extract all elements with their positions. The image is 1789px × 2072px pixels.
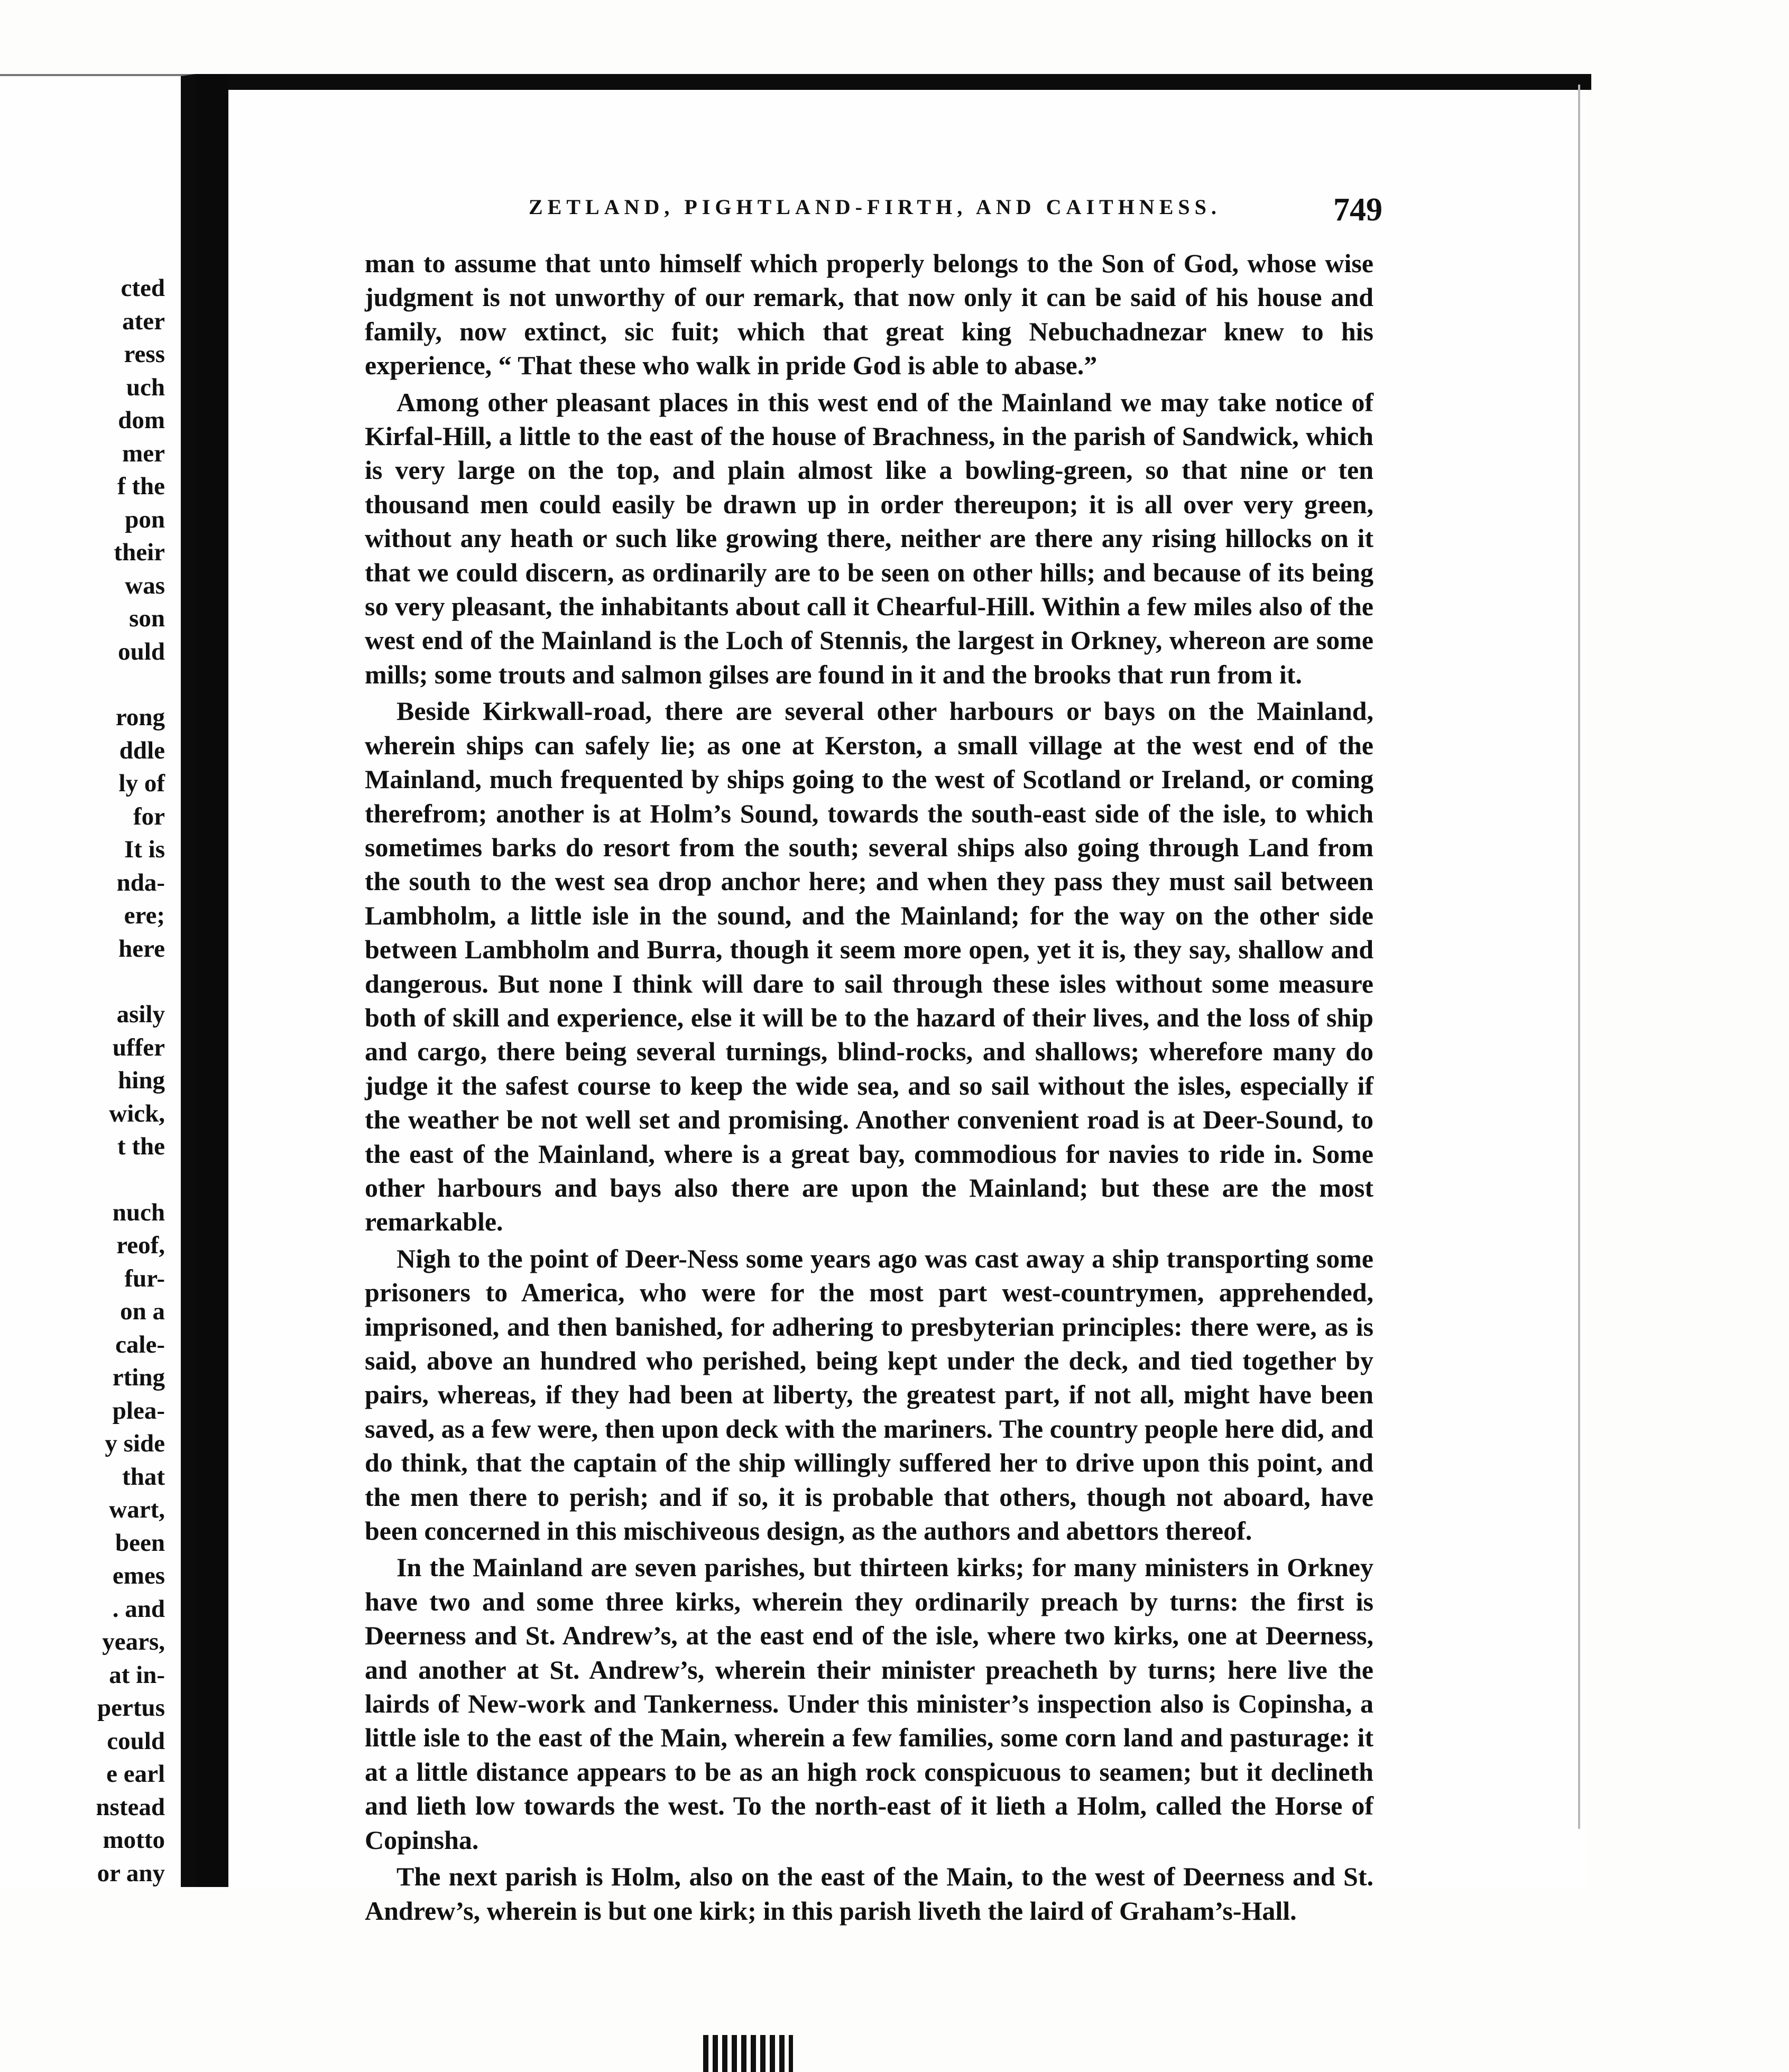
facing-page-line: motto	[103, 1826, 165, 1854]
page-edge	[1578, 85, 1580, 1829]
facing-page-line: emes	[112, 1562, 165, 1589]
facing-page-line: ly of	[118, 770, 165, 797]
facing-page-line: nuch	[112, 1198, 165, 1226]
facing-page-line: mer	[122, 439, 165, 467]
binding-shadow	[196, 74, 228, 1887]
facing-page-line: uch	[126, 373, 165, 401]
facing-page-line: ould	[118, 637, 165, 665]
paragraph: In the Mainland are seven parishes, but thirteen kirks; for many ministers in Orkney have two and some three kirks, wherein they ordinarily preach by turns: the first is Deerness and St. Andrew’s, at the east end of the isle, where two kirks, one at Deerness, and another at St. Andrew’s, wherein their minister preacheth by turns; here live the lairds of New-work and Tankerness. Under this minister’s inspection also is Copinsha, a little isle to the east of the Main, wherein a few families, some corn land and pasturage: it at a little distance appears to be as an high rock conspicuous to seamen; but it declineth and lieth low towards the west. To the north-east of it lieth a Holm, called the Horse of Copinsha.	[365, 1552, 1373, 1855]
facing-page-line: pon	[125, 505, 165, 533]
facing-page-line: on a	[120, 1298, 165, 1325]
running-head: ZETLAND, PIGHTLAND-FIRTH, AND CAITHNESS.	[529, 195, 1221, 219]
paragraph: man to assume that unto himself which properly belongs to the Son of God, whose wise judgment is not unworthy of our remark, that now only it can be said of his house and family, now extinct, sic fuit; which that great king Nebuchadnezar knew to his experience, “ That these who walk in pride God is able to abase.”	[365, 248, 1373, 381]
facing-page-line: dom	[118, 406, 165, 434]
facing-page-line: rting	[112, 1364, 165, 1391]
paragraph: Among other pleasant places in this west end of the Mainland we may take notice of Kirfal-Hill, a little to the east of the house of Brachness, in the parish of Sandwick, which is very large on the top, and plain almost like a bowling-green, so that nine or ten thousand men could easily be drawn up in order thereupon; it is all over very green, without any heath or such like growing there, neither are there any rising hillocks on it that we could discern, as ordinarily are to be seen on other hills; and because of its being so very pleasant, the inhabitants about call it Chearful-Hill. Within a few miles also of the west end of the Mainland is the Loch of Stennis, the largest in Orkney, whereon are some mills; some trouts and salmon gilses are found in it and the brooks that run from it.	[365, 387, 1373, 689]
facing-page-line: that	[122, 1463, 165, 1491]
facing-page-line: reof,	[116, 1232, 165, 1259]
facing-page-line: at in-	[109, 1661, 165, 1689]
facing-page-line: wart,	[109, 1496, 165, 1523]
facing-page-line: uffer	[112, 1033, 165, 1061]
facing-page-line: their	[114, 539, 165, 566]
facing-page-text	[96, 272, 165, 1887]
facing-page-line: asily	[116, 1001, 165, 1028]
paragraph: Nigh to the point of Deer-Ness some years ago was cast away a ship transporting some prisoners to America, who were for the most part west-countrymen, apprehended, imprisoned, and then banished, for adhering to presbyterian principles: there were, as is said, above an hundred who perished, being kept under the deck, and tied together by pairs, whereas, if they had been at liberty, the greatest part, if not all, might have been saved, as a few were, then upon deck with the mariners. The country people here did, and do think, that the captain of the ship willingly suffered her to drive upon this point, and the men there to perish; and if so, it is probable that others, though not aboard, have been concerned in this mischiveous design, as the authors and abettors thereof.	[365, 1243, 1373, 1546]
facing-page-line: hing	[118, 1067, 165, 1094]
facing-page-line: cale-	[115, 1330, 165, 1358]
facing-page-line: ere;	[124, 902, 165, 929]
facing-page-line: fur-	[124, 1264, 165, 1292]
facing-page-line: could	[107, 1727, 165, 1755]
facing-page-line: . and	[112, 1595, 165, 1623]
facing-page-line: ress	[124, 340, 165, 368]
facing-page-line: ater	[122, 307, 165, 335]
facing-page-line: years,	[102, 1628, 165, 1655]
facing-page-line: ddle	[119, 736, 165, 764]
gutter-clip-mark	[703, 2035, 793, 2072]
facing-page-line: cted	[121, 274, 165, 302]
facing-page-line: wick,	[109, 1099, 165, 1127]
facing-page-line: nda-	[116, 868, 165, 896]
facing-page-line	[96, 668, 165, 701]
facing-page-line: plea-	[112, 1396, 165, 1424]
facing-page-line	[96, 1163, 165, 1196]
facing-page-line: nstead	[96, 1793, 165, 1821]
facing-page-line	[96, 965, 165, 998]
facing-page-line: pertus	[97, 1694, 165, 1722]
page-number: 749	[1333, 192, 1382, 228]
facing-page-fragment	[0, 74, 196, 1887]
facing-page-line: It is	[124, 836, 165, 863]
paragraph: The next parish is Holm, also on the east of the Main, to the west of Deerness and St. Andrew’s, wherein is but one kirk; in this parish liveth the laird of Graham’s-Hall.	[365, 1862, 1373, 1926]
facing-page-line: rong	[115, 704, 165, 731]
facing-page-line: son	[129, 605, 165, 632]
page-body	[365, 246, 1373, 1930]
facing-page-line: was	[125, 571, 165, 599]
facing-page-line: f the	[117, 473, 165, 500]
facing-page-line: here	[118, 935, 165, 963]
facing-page-line: y side	[105, 1430, 165, 1457]
facing-page-line: for	[133, 802, 165, 830]
paragraph: Beside Kirkwall-road, there are several other harbours or bays on the Mainland, wherein ships can safely lie; as one at Kerston, a small village at the west end of the Mainland, much frequented by ships going to the west of Scotland or Ireland, or coming therefrom; another is at Holm’s Sound, towards the south-east side of the isle, to which sometimes barks do resort from the south; several ships also going through Land from the south to the west sea drop anchor here; and when they pass they must sail between Lambholm, a little isle in the sound, and the Mainland; for the way on the other side between Lambholm and Burra, though it seem more open, yet it is, they say, shallow and dangerous. But none I think will dare to sail through these isles without some measure both of skill and experience, else it will be to the hazard of their lives, and the loss of ship and cargo, there being several turnings, blind-rocks, and shallows; wherefore many do judge it the safest course to keep the wide sea, and so sail without the isles, especially if the weather be not well set and promising. Another convenient road is at Deer-Sound, to the east of the Mainland, where is a great bay, commodious for navies to ride in. Some other harbours and bays also there are upon the Mainland; but these are the most remarkable.	[365, 696, 1373, 1237]
facing-page-line: e earl	[106, 1760, 165, 1788]
facing-page-line: been	[115, 1529, 165, 1557]
binding-shadow-top	[196, 74, 1591, 90]
facing-page-line: t the	[117, 1133, 165, 1160]
facing-page-line: or any	[97, 1859, 165, 1887]
